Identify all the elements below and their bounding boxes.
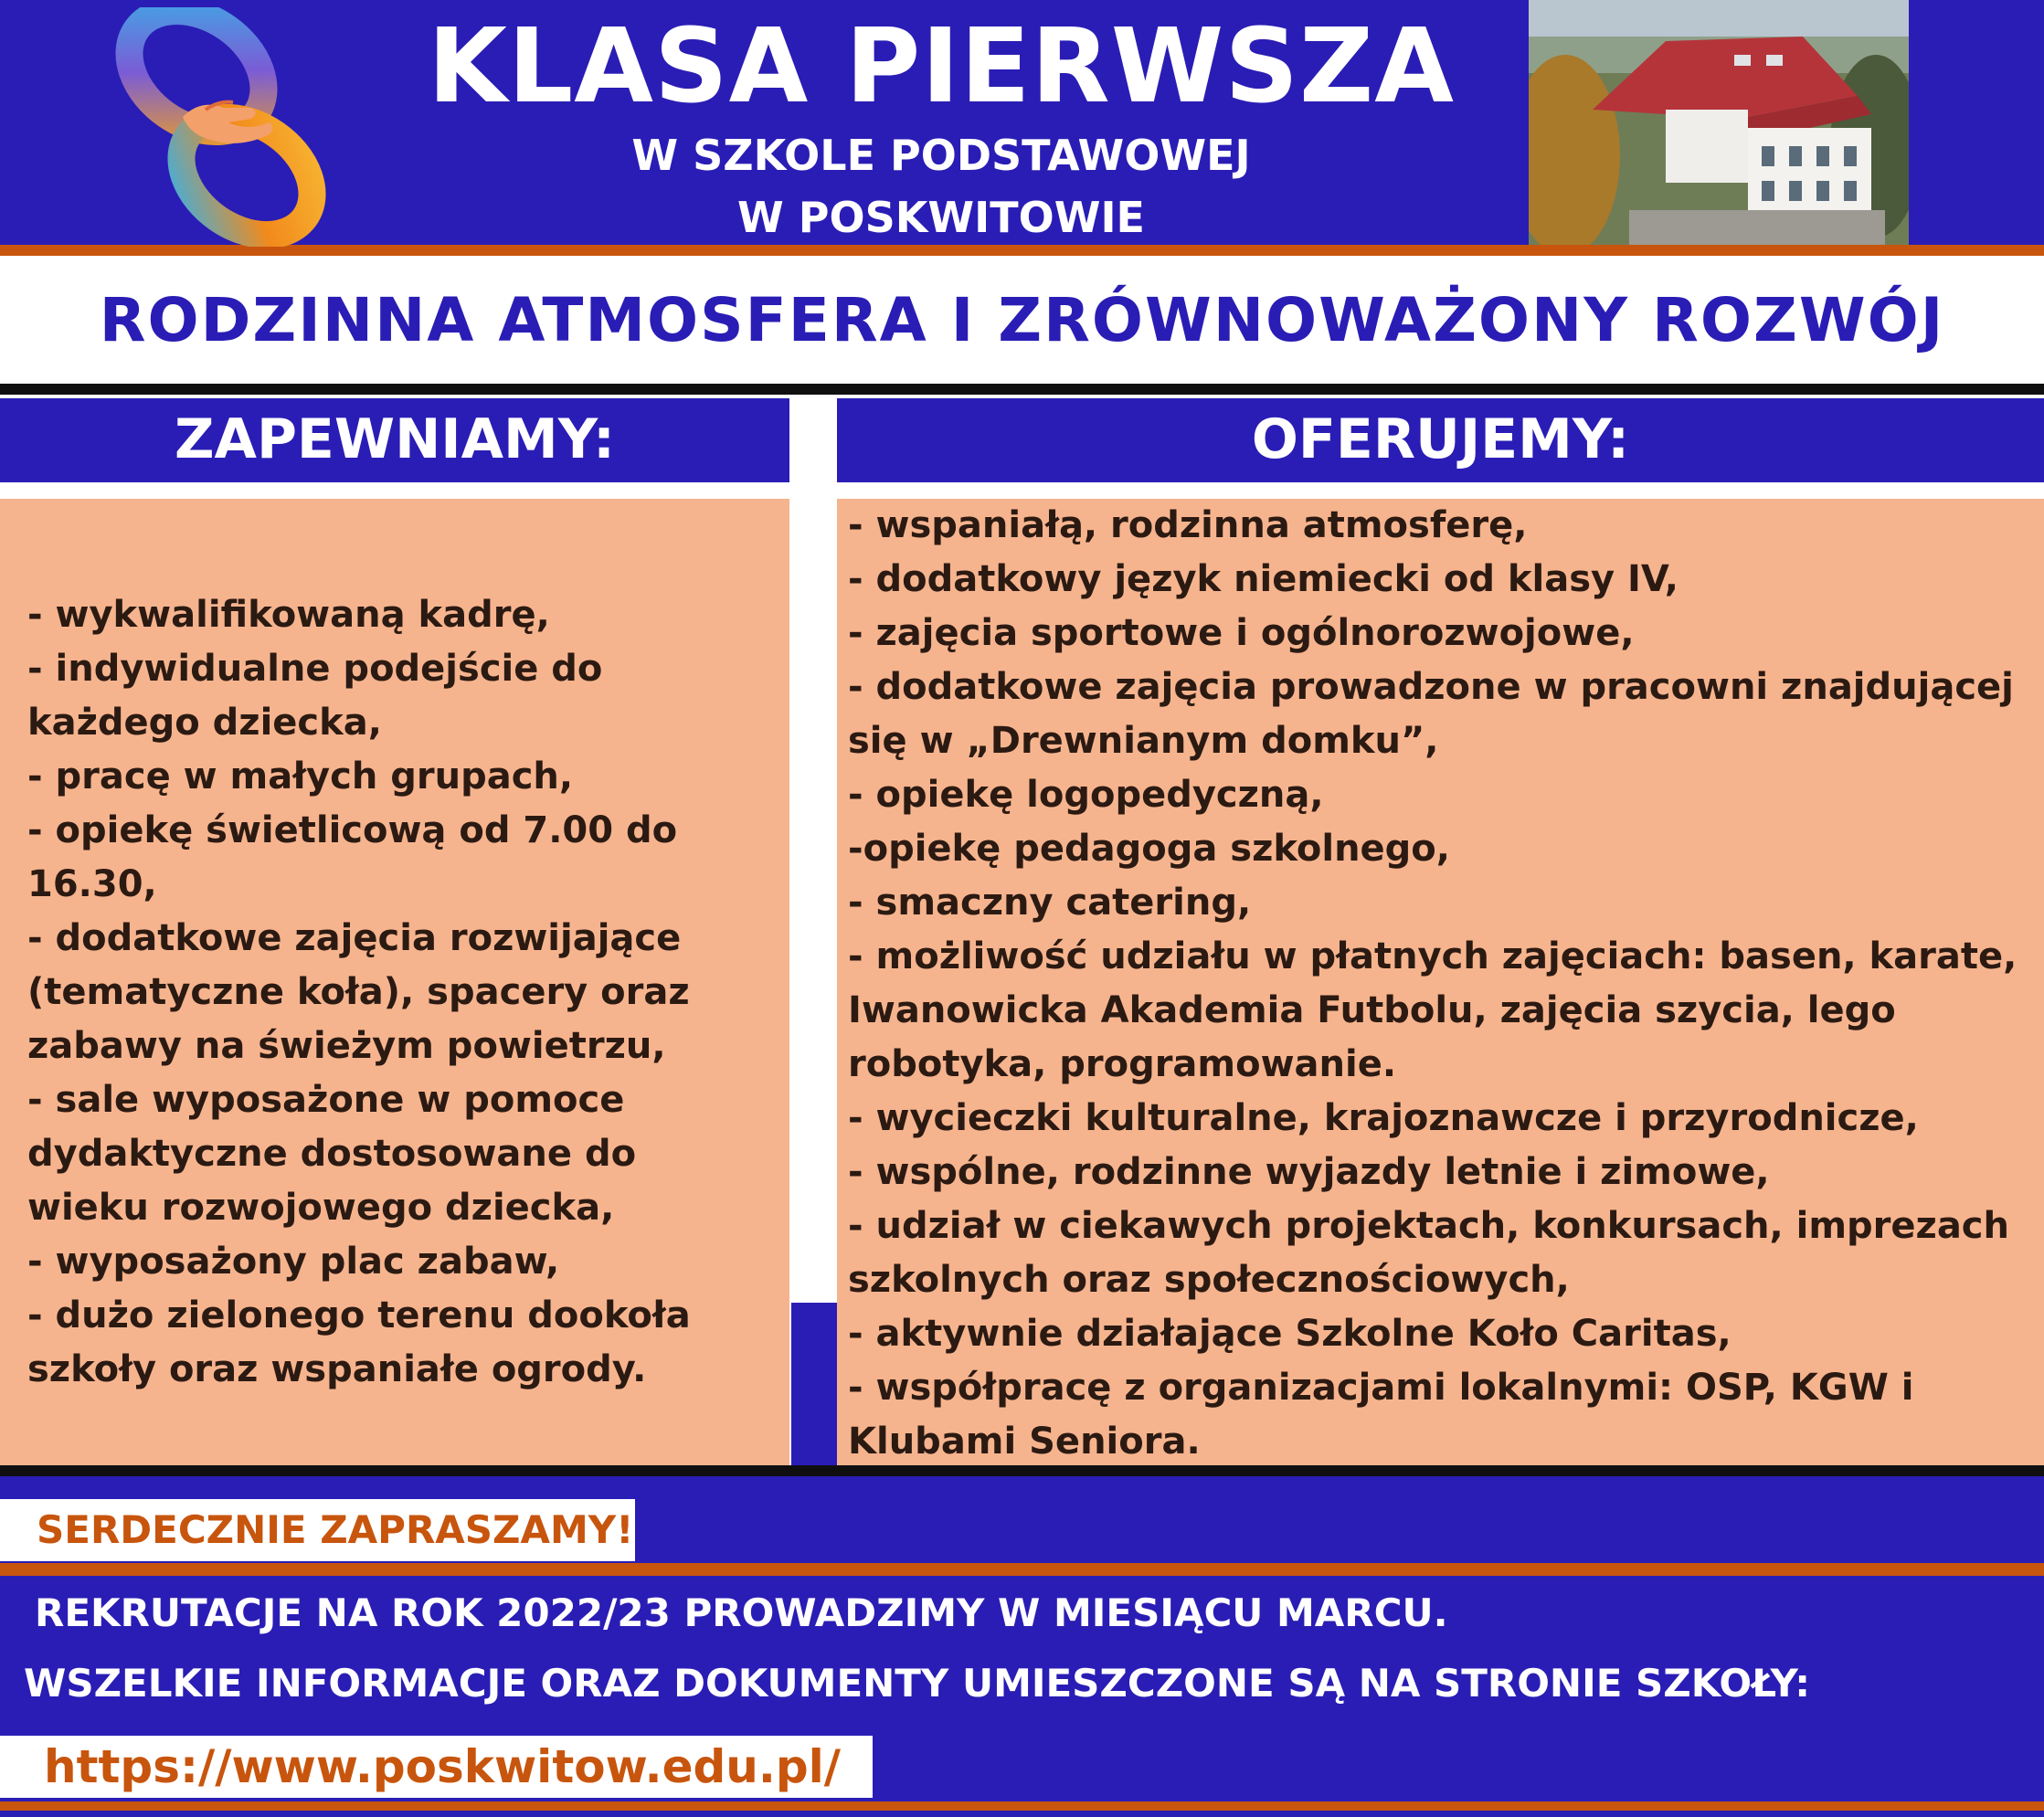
footer-divider — [0, 1465, 2044, 1476]
page-title: KLASA PIERWSZA — [428, 7, 1455, 126]
footer-orange-stripe — [0, 1563, 2044, 1576]
list-item: - pracę w małych grupach, — [27, 755, 574, 798]
list-item: - opiekę logopedyczną, — [848, 774, 1324, 816]
list-item: - wspólne, rodzinne wyjazdy letnie i zimowe, — [848, 1151, 1770, 1193]
right-column-heading: OFERUJEMY: — [837, 398, 2044, 482]
center-accent-strip — [791, 1303, 837, 1465]
list-item: - indywidualne podejście do każdego dziecka, — [27, 648, 603, 744]
right-list — [848, 499, 2036, 1469]
list-item: - dodatkowy język niemiecki od klasy IV, — [848, 558, 1679, 600]
list-item: - wycieczki kulturalne, krajoznawcze i przyrodnicze, — [848, 1097, 1919, 1139]
list-item: - udział w ciekawych projektach, konkursach, imprezach szkolnych oraz społecznościowych, — [848, 1205, 2009, 1301]
invite-label: SERDECZNIE ZAPRASZAMY! — [0, 1499, 635, 1561]
slogan-divider — [0, 384, 2044, 395]
infinity-hands-logo-icon — [96, 7, 343, 247]
left-list — [27, 588, 768, 1397]
list-item: -opiekę pedagoga szkolnego, — [848, 828, 1450, 870]
school-building-photo — [1529, 0, 1909, 245]
left-column-heading: ZAPEWNIAMY: — [0, 398, 789, 482]
list-item: - wspaniałą, rodzinna atmosferę, — [848, 504, 1528, 546]
info-text: WSZELKIE INFORMACJE ORAZ DOKUMENTY UMIESZCZONE SĄ NA STRONIE SZKOŁY: — [24, 1661, 1811, 1706]
list-item: - współpracę z organizacjami lokalnymi: OSP, KGW i Klubami Seniora. — [848, 1367, 1914, 1463]
school-website-link[interactable]: https://www.poskwitow.edu.pl/ — [44, 1740, 842, 1793]
subtitle-line-2: W POSKWITOWIE — [737, 193, 1145, 242]
list-item: - dodatkowe zajęcia rozwijające (tematyczne koła), spacery oraz zabawy na świeżym powietrzu, — [27, 917, 690, 1067]
bottom-orange-stripe — [0, 1801, 2044, 1811]
list-item: - sale wyposażone w pomoce dydaktyczne dostosowane do wieku rozwojowego dziecka, — [27, 1079, 637, 1229]
list-item: - wykwalifikowaną kadrę, — [27, 594, 550, 636]
list-item: - smaczny catering, — [848, 882, 1252, 924]
list-item: - dodatkowe zajęcia prowadzone w pracowni znajdującej się w „Drewnianym domku”, — [848, 666, 2014, 762]
list-item: - zajęcia sportowe i ogólnorozwojowe, — [848, 612, 1635, 654]
list-item: - opiekę świetlicową od 7.00 do 16.30, — [27, 809, 678, 905]
list-item: - wyposażony plac zabaw, — [27, 1241, 560, 1283]
list-item: - aktywnie działające Szkolne Koło Caritas, — [848, 1313, 1732, 1355]
list-item: - możliwość udziału w płatnych zajęciach: basen, karate, Iwanowicka Akademia Futbolu, zajęcia szycia, lego robotyka, programowanie. — [848, 935, 2018, 1085]
list-item: - dużo zielonego terenu dookoła szkoły oraz wspaniałe ogrody. — [27, 1294, 691, 1390]
subtitle-line-1: W SZKOLE PODSTAWOWEJ — [631, 131, 1251, 180]
recruitment-text: REKRUTACJE NA ROK 2022/23 PROWADZIMY W MIESIĄCU MARCU. — [35, 1590, 1448, 1635]
slogan-banner: RODZINNA ATMOSFERA I ZRÓWNOWAŻONY ROZWÓJ — [99, 285, 1945, 355]
